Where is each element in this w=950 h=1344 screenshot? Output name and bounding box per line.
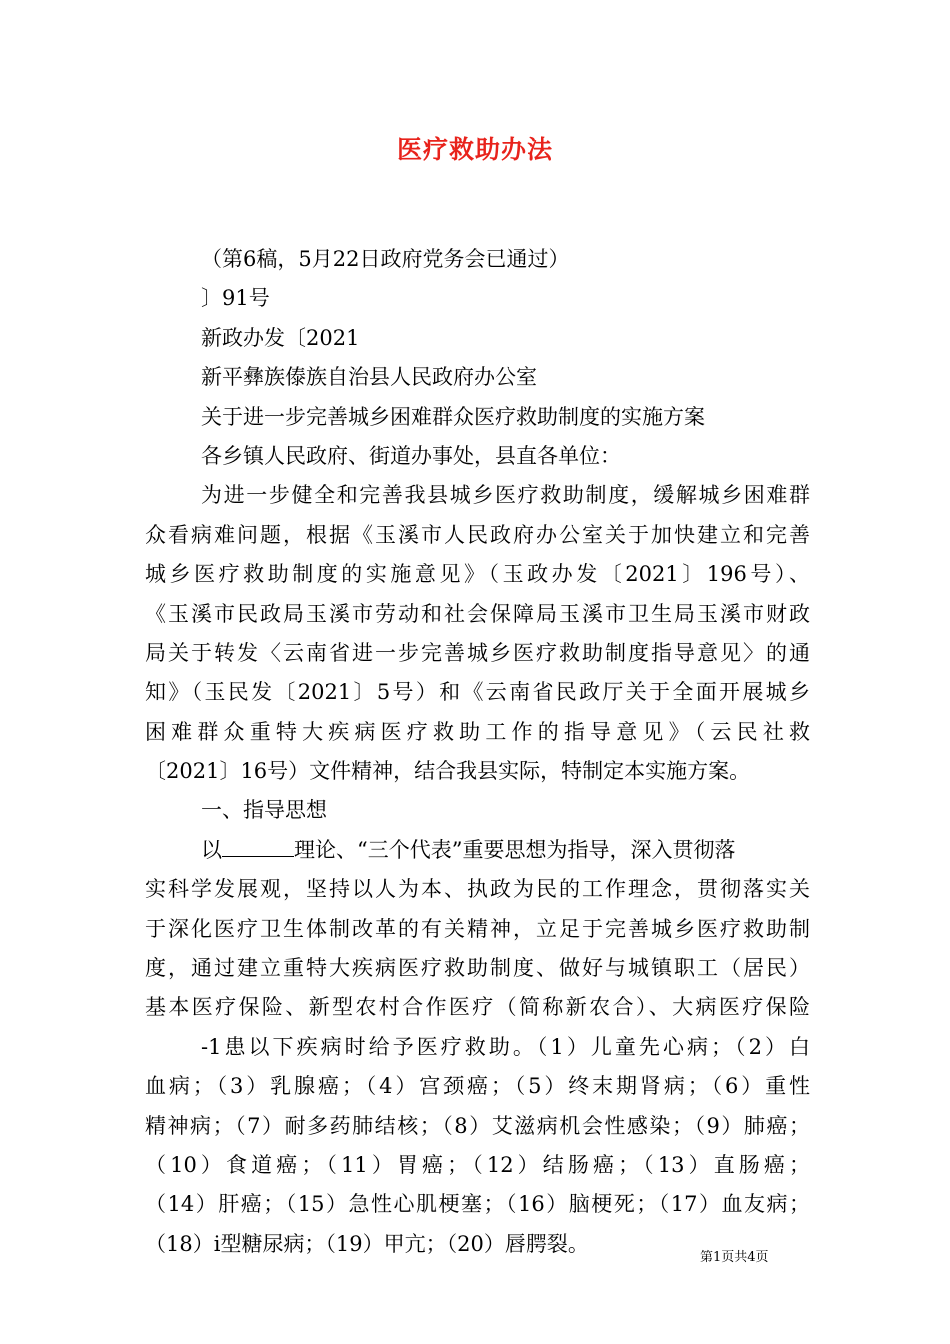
doc-issuer-code: 新政办发〔2021 xyxy=(201,325,360,350)
paragraph-line xyxy=(145,831,810,870)
paragraph-line: -1患以下疾病时给予医疗救助。（1）儿童先心病；（2）白 xyxy=(201,1034,810,1059)
paragraph-line: 血病；（3）乳腺癌；（4）宫颈癌；（5）终末期肾病；（6）重性 xyxy=(145,1074,810,1099)
addressees: 各乡镇人民政府、街道办事处，县直各单位： xyxy=(201,443,621,468)
paragraph-line: 〔2021〕16号）文件精神，结合我县实际，特制定本实施方案。 xyxy=(145,759,751,784)
paragraph-fragment: 理论、“三个代表”重要思想为指导，深入贯彻落 xyxy=(294,837,736,862)
paragraph-line: （14）肝癌；（15）急性心肌梗塞；（16）脑梗死；（17）血友病； xyxy=(145,1192,810,1217)
paragraph-line: 基本医疗保险、新型农村合作医疗（简称新农合）、大病医疗保险 xyxy=(145,995,810,1020)
section-heading: 一、指导思想 xyxy=(201,798,327,823)
paragraph-line: 于深化医疗卫生体制改革的有关精神，立足于完善城乡医疗救助制 xyxy=(145,916,810,941)
page-indicator: 第1页共4页 xyxy=(700,1250,769,1265)
draft-note: （第6稿，5月22日政府党务会已通过） xyxy=(201,247,570,271)
paragraph-line: （10）食道癌；（11）胃癌；（12）结肠癌；（13）直肠癌； xyxy=(145,1152,810,1177)
issuing-office: 新平彝族傣族自治县人民政府办公室 xyxy=(201,365,537,390)
paragraph-line: 困难群众重特大疾病医疗救助工作的指导意见》（云民社救 xyxy=(145,719,810,744)
document-title: 医疗救助办法 xyxy=(396,135,553,164)
paragraph-line: 城乡医疗救助制度的实施意见》（玉政办发〔2021〕196号）、 xyxy=(145,562,810,587)
paragraph-fragment: 以 xyxy=(201,837,222,862)
paragraph-line: 为进一步健全和完善我县城乡医疗救助制度，缓解城乡困难群 xyxy=(201,483,810,508)
paragraph-line: 精神病；（7）耐多药肺结核；（8）艾滋病机会性感染；（9）肺癌； xyxy=(145,1113,810,1138)
paragraph-line: 实科学发展观，坚持以人为本、执政为民的工作理念，贯彻落实关 xyxy=(145,877,810,902)
paragraph-line: 度，通过建立重特大疾病医疗救助制度、做好与城镇职工（居民） xyxy=(145,956,810,981)
blank-underline xyxy=(222,838,294,857)
paragraph-line: 《玉溪市民政局玉溪市劳动和社会保障局玉溪市卫生局玉溪市财政 xyxy=(145,601,810,626)
doc-number-part: 〕91号 xyxy=(201,286,270,311)
document-subject: 关于进一步完善城乡困难群众医疗救助制度的实施方案 xyxy=(201,404,705,429)
paragraph-line: 知》（玉民发〔2021〕5号）和《云南省民政厅关于全面开展城乡 xyxy=(145,680,810,705)
paragraph-line: 众看病难问题，根据《玉溪市人民政府办公室关于加快建立和完善 xyxy=(145,522,810,547)
paragraph-line: （18）i型糖尿病；（19）甲亢；（20）唇腭裂。 xyxy=(145,1231,589,1256)
document-body xyxy=(145,240,810,1264)
paragraph-line: 局关于转发〈云南省进一步完善城乡医疗救助制度指导意见〉的通 xyxy=(145,640,810,665)
